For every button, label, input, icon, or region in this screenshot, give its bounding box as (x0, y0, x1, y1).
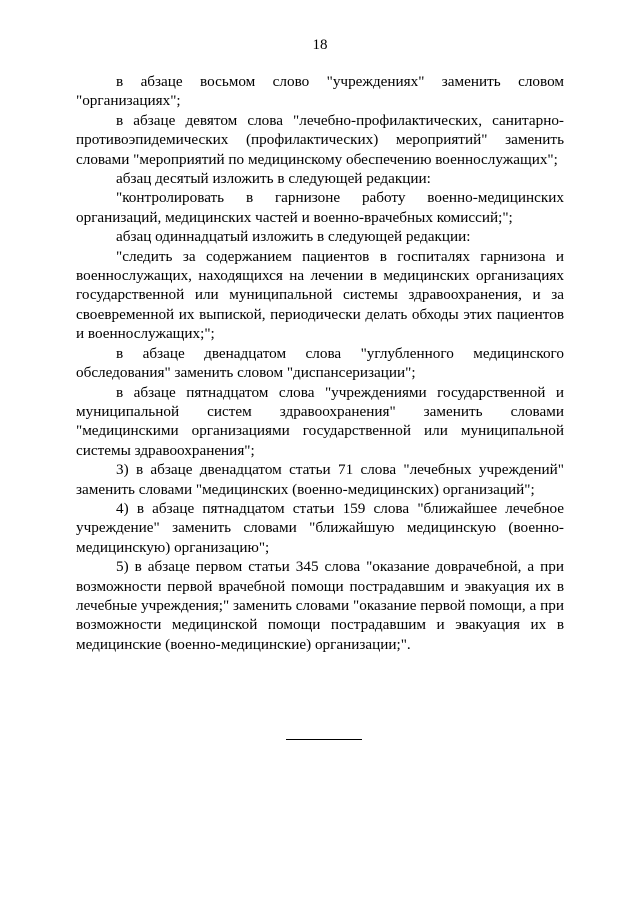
paragraph: в абзаце восьмом слово "учреждениях" заменить словом "организациях"; (76, 73, 564, 110)
page-number: 18 (312, 37, 328, 53)
paragraph: в абзаце пятнадцатом слова "учреждениями государственной и муниципальной систем здравоохранения" заменить словами "медицинскими организациями государственной или муниципальной системы здравоохранения"; (76, 383, 564, 459)
document-body (76, 72, 564, 654)
paragraph: абзац одиннадцатый изложить в следующей редакции: (116, 228, 471, 246)
paragraph: 3) в абзаце двенадцатом статьи 71 слова "лечебных учреждений" заменить словами "медицинских (военно-медицинских) организаций"; (76, 461, 564, 498)
paragraph: "следить за содержанием пациентов в госпиталях гарнизона и военнослужащих, находящихся на лечении в медицинских организациях государственной или муниципальной системы здравоохранения, и за своевременной их выпиской, периодически делать обходы этих пациентов и военнослужащих;"; (76, 247, 564, 343)
paragraph: 4) в абзаце пятнадцатом статьи 159 слова "ближайшее лечебное учреждение" заменить словами "ближайшую медицинскую (военно-медицинскую) организацию"; (76, 499, 564, 556)
paragraph: 5) в абзаце первом статьи 345 слова "оказание доврачебной, а при возможности первой врачебной помощи пострадавшим и эвакуация их в лечебные учреждения;" заменить словами "оказание первой помощи, а при возможности медицинской помощи пострадавшим и эвакуация их в медицинские (военно-медицинские) организации;". (76, 558, 564, 653)
paragraph: в абзаце двенадцатом слова "углубленного медицинского обследования" заменить словом "диспансеризации"; (76, 344, 564, 382)
paragraph: "контролировать в гарнизоне работу военно-медицинских организаций, медицинских частей и военно-врачебных комиссий;"; (76, 189, 564, 226)
end-of-document-rule (286, 739, 362, 740)
paragraph: абзац десятый изложить в следующей редакции: (116, 170, 431, 188)
paragraph: в абзаце девятом слова "лечебно-профилактических, санитарно-противоэпидемических (профилактических) мероприятий" заменить словами "мероприятий по медицинскому обеспечению военнослужащих"; (76, 111, 564, 168)
